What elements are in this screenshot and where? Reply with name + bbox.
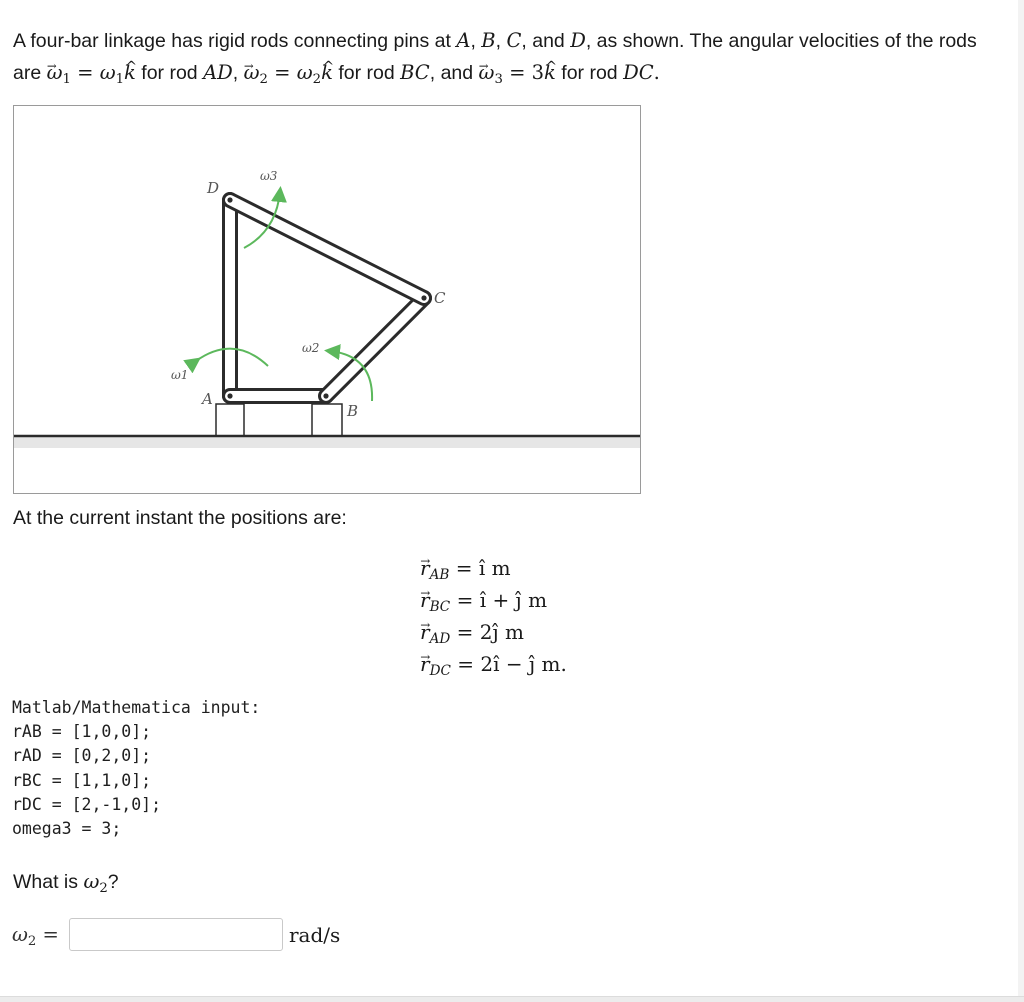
omega-symbol: ω: [99, 61, 116, 84]
subscript: 1: [115, 71, 125, 87]
equation-rhs: = 2î − ĵ m.: [450, 652, 567, 676]
equals: =: [36, 923, 59, 946]
pin-a: [227, 393, 232, 398]
subscript: 1: [62, 71, 71, 87]
label-d: D: [207, 179, 220, 197]
equation-r-ab: [420, 552, 567, 584]
position-equations: [420, 552, 567, 680]
r-vector: → r: [420, 552, 430, 584]
equation-r-bc: [420, 584, 567, 616]
equals: =: [267, 61, 297, 84]
equation-rhs: = 2ĵ m: [450, 620, 525, 644]
scrollbar-track[interactable]: [1018, 0, 1024, 1001]
for-rod-text: for rod: [555, 62, 624, 84]
equation-r-dc: [420, 648, 567, 680]
support-b: [312, 404, 342, 436]
separator: ,: [232, 62, 244, 84]
pin-c-symbol: C: [506, 29, 522, 52]
label-omega1: ω1: [171, 368, 189, 382]
r-vector: → r: [420, 584, 430, 616]
code-line: rAD = [0,2,0];: [12, 746, 152, 766]
omega3-vector: [479, 57, 495, 89]
equation-r-ad: [420, 616, 567, 648]
question-suffix: ?: [107, 871, 119, 893]
question-text: [13, 869, 119, 895]
label-a: A: [202, 390, 213, 408]
omega1-vector: [47, 57, 63, 89]
for-rod-text: for rod: [135, 62, 204, 84]
supports: [216, 404, 342, 436]
equals: =: [502, 61, 532, 84]
k-hat: ^ k: [544, 57, 556, 89]
omega-symbol: ω: [296, 61, 313, 84]
code-line: rBC = [1,1,0];: [12, 770, 152, 790]
pin-b-symbol: B: [481, 29, 496, 52]
label-b: B: [347, 402, 359, 420]
pin-a-symbol: A: [456, 29, 471, 52]
separator: ,: [495, 30, 507, 52]
answer-label: [12, 923, 69, 949]
omega-symbol: ω: [46, 61, 63, 84]
equals: =: [70, 61, 100, 84]
omega2-vector: [244, 57, 260, 89]
subscript: BC: [429, 599, 451, 616]
bottom-divider: [0, 996, 1024, 1002]
coefficient: 3: [531, 61, 545, 84]
omega-symbol: ω: [478, 61, 495, 84]
k-hat: ^ k: [321, 57, 333, 89]
subscript: 2: [312, 71, 322, 87]
code-line: rDC = [2,-1,0];: [12, 794, 162, 814]
intro-text-2: , as shown. The angular velocities of the rods are: [13, 30, 977, 84]
omega2-answer-input[interactable]: [69, 918, 283, 951]
rod-bc-symbol: BC: [400, 61, 430, 84]
answer-row: [12, 916, 340, 953]
period: .: [653, 61, 660, 84]
ground-shade: [14, 436, 640, 448]
positions-intro: At the current instant the positions are:: [13, 507, 347, 529]
code-line: rAB = [1,0,0];: [12, 722, 152, 742]
linkage-diagram: [14, 106, 640, 493]
pin-d: [227, 197, 232, 202]
intro-text: A four-bar linkage has rigid rods connecting pins at: [13, 30, 457, 52]
pin-c: [421, 295, 426, 300]
support-a: [216, 404, 244, 436]
equation-rhs: = î m: [449, 556, 511, 580]
question-prefix: What is: [13, 871, 84, 893]
pin-b: [323, 393, 328, 398]
pin-d-symbol: D: [570, 29, 586, 52]
problem-statement: [13, 25, 1003, 89]
omega-symbol: ω: [243, 61, 260, 84]
label-omega2: ω2: [302, 341, 320, 355]
r-vector: → r: [420, 648, 430, 680]
rod-ad-symbol: AD: [203, 61, 233, 84]
label-omega3: ω3: [260, 169, 278, 183]
rod-dc-symbol: DC: [623, 61, 654, 84]
omega-symbol: ω: [83, 870, 100, 893]
linkage-figure: [13, 105, 641, 494]
k-hat: ^ k: [124, 57, 136, 89]
separator: , and: [429, 62, 479, 84]
subscript: 2: [259, 71, 268, 87]
subscript: 2: [99, 880, 108, 896]
for-rod-text: for rod: [332, 62, 401, 84]
code-header: Matlab/Mathematica input:: [12, 698, 261, 717]
unit-label: rad/s: [289, 922, 341, 947]
r-vector: → r: [420, 616, 430, 648]
matlab-input-block: [12, 696, 260, 841]
subscript: AB: [429, 567, 450, 584]
label-c: C: [434, 289, 446, 307]
equation-rhs: = î + ĵ m: [450, 588, 548, 612]
subscript: DC: [429, 663, 451, 680]
rod-dc: [230, 200, 424, 298]
subscript: 2: [27, 933, 37, 949]
subscript: 3: [494, 71, 503, 87]
rod-bc: [326, 298, 424, 396]
code-line: omega3 = 3;: [12, 819, 122, 839]
subscript: AD: [429, 631, 451, 648]
separator: ,: [470, 30, 482, 52]
omega-symbol: ω: [12, 923, 28, 946]
separator: , and: [521, 30, 571, 52]
